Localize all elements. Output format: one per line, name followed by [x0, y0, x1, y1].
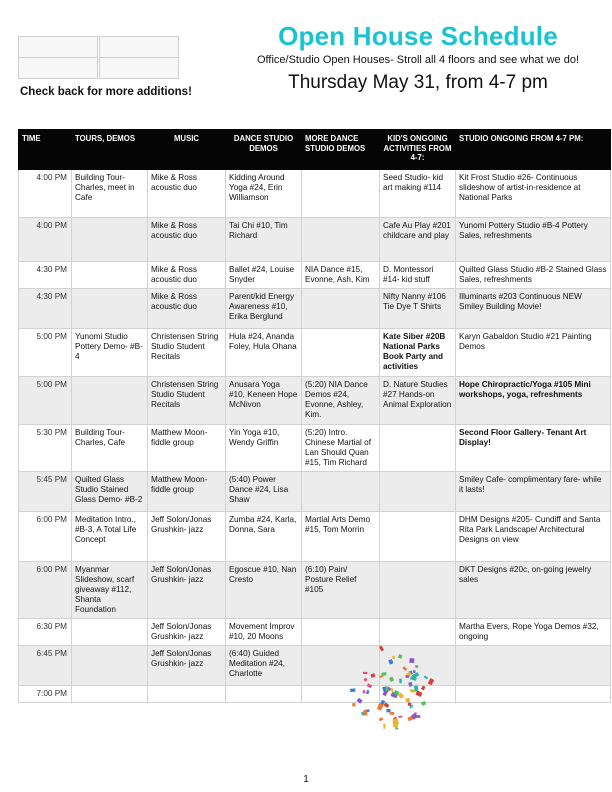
confetti-piece	[428, 678, 434, 685]
cell-tours	[72, 377, 148, 425]
confetti-piece	[362, 690, 365, 693]
cell-music: Jeff Solon/Jonas Grushkin- jazz	[148, 619, 226, 646]
cell-dance: Anusara Yoga #10, Keneen Hope McNivon	[226, 377, 302, 425]
cell-kids	[380, 512, 456, 562]
logo-placeholder-2	[99, 36, 179, 58]
cell-studio: Karyn Gabaldon Studio #21 Painting Demos	[456, 329, 611, 377]
confetti-piece	[389, 677, 394, 682]
page-title: Open House Schedule	[278, 21, 558, 51]
cell-more-dance	[302, 329, 380, 377]
cell-studio: Illuminarts #203 Continuous NEW Smiley Building Movie!	[456, 289, 611, 329]
cell-more-dance	[302, 472, 380, 512]
confetti-piece	[408, 682, 412, 687]
logo-placeholder-3	[18, 57, 98, 79]
table-row	[19, 686, 611, 703]
cell-kids	[380, 425, 456, 472]
event-date: Thursday May 31, from 4-7 pm	[288, 72, 548, 93]
table-row	[19, 562, 611, 619]
column-header-studio: STUDIO ONGOING FROM 4-7 PM:	[456, 130, 611, 170]
table-row	[19, 170, 611, 218]
cell-studio	[456, 646, 611, 686]
confetti-piece	[379, 717, 384, 721]
cell-tours	[72, 218, 148, 262]
table-row	[19, 512, 611, 562]
page-subtitle: Office/Studio Open Houses- Stroll all 4 floors and see what we do!	[256, 54, 580, 66]
cell-kids: D. Nature Studies #27 Hands-on Animal Exploration	[380, 377, 456, 425]
confetti-piece	[398, 654, 403, 659]
schedule-table	[18, 129, 611, 703]
column-header-music: MUSIC	[148, 130, 226, 170]
cell-tours: Yunomi Studio Pottery Demo- #B-4	[72, 329, 148, 377]
cell-dance: Egoscue #10, Nan Cresto	[226, 562, 302, 619]
confetti-piece	[399, 679, 402, 684]
confetti-piece	[413, 670, 415, 673]
cell-studio	[456, 686, 611, 703]
cell-music	[148, 686, 226, 703]
column-header-time: TIME	[19, 130, 72, 170]
confetti-piece	[386, 686, 389, 691]
cell-studio: Martha Evers, Rope Yoga Demos #32, ongoing	[456, 619, 611, 646]
confetti-piece	[366, 690, 370, 694]
confetti-piece	[379, 675, 383, 678]
cell-music: Christensen String Studio Student Recitals	[148, 377, 226, 425]
cell-music: Christensen String Studio Student Recitals	[148, 329, 226, 377]
cell-kids: D. Montessori #14- kid stuff	[380, 262, 456, 289]
cell-kids: Cafe Au Play #201 childcare and play	[380, 218, 456, 262]
cell-music: Matthew Moon- fiddle group	[148, 472, 226, 512]
cell-tours	[72, 646, 148, 686]
check-back-notice: Check back for more additions!	[20, 86, 192, 98]
logo-placeholder-1	[18, 36, 98, 58]
cell-kids	[380, 562, 456, 619]
cell-more-dance: NIA Dance #15, Evonne, Ash, Kim	[302, 262, 380, 289]
cell-tours	[72, 686, 148, 703]
cell-dance: Ballet #24, Louise Snyder	[226, 262, 302, 289]
column-header-kids: KID'S ONGOING ACTIVITIES FROM 4-7:	[380, 130, 456, 170]
cell-more-dance	[302, 170, 380, 218]
table-row	[19, 646, 611, 686]
confetti-piece	[396, 692, 399, 695]
cell-time: 6:30 PM	[19, 619, 72, 646]
confetti-piece	[356, 698, 362, 704]
confetti-piece	[405, 675, 409, 678]
cell-dance	[226, 686, 302, 703]
cell-dance: Tai Chi #10, Tim Richard	[226, 218, 302, 262]
confetti-piece	[392, 656, 395, 659]
cell-time: 4:30 PM	[19, 262, 72, 289]
confetti-piece	[415, 665, 418, 668]
confetti-piece	[363, 678, 367, 682]
page-number: 1	[303, 774, 309, 785]
confetti-piece	[386, 709, 390, 713]
confetti-piece	[383, 724, 385, 729]
cell-music: Jeff Solon/Jonas Grushkin- jazz	[148, 562, 226, 619]
confetti-piece	[398, 716, 402, 718]
cell-studio: Kit Frost Studio #26- Continuous slideshow of artist-in-residence at National Parks	[456, 170, 611, 218]
confetti-piece	[379, 646, 384, 652]
cell-studio: Smiley Cafe- complimentary fare- while it lasts!	[456, 472, 611, 512]
cell-studio: Yunomi Pottery Studio #B-4 Pottery Sales, refreshments	[456, 218, 611, 262]
confetti-illustration	[342, 640, 442, 740]
confetti-piece	[402, 666, 407, 671]
confetti-piece	[370, 673, 375, 678]
table-row	[19, 262, 611, 289]
cell-time: 5:00 PM	[19, 377, 72, 425]
logo-placeholder-4	[99, 57, 179, 79]
cell-more-dance	[302, 289, 380, 329]
confetti-piece	[363, 672, 368, 674]
cell-tours	[72, 289, 148, 329]
cell-time: 7:00 PM	[19, 686, 72, 703]
cell-music: Mike & Ross acoustic duo	[148, 262, 226, 289]
cell-studio: Hope Chiropractic/Yoga #105 Mini workshops, yoga, refreshments	[456, 377, 611, 425]
confetti-piece	[408, 703, 412, 706]
cell-time: 4:30 PM	[19, 289, 72, 329]
cell-tours	[72, 619, 148, 646]
table-row	[19, 289, 611, 329]
cell-kids	[380, 472, 456, 512]
cell-dance: Hula #24, Ananda Foley, Hula Ohana	[226, 329, 302, 377]
confetti-piece	[367, 683, 373, 688]
table-row	[19, 472, 611, 512]
cell-dance: Zumba #24, Karla, Donna, Sara	[226, 512, 302, 562]
cell-time: 4:00 PM	[19, 170, 72, 218]
cell-tours: Meditation Intro., #B-3, A Total Life Concept	[72, 512, 148, 562]
cell-music: Jeff Solon/Jonas Grushkin- jazz	[148, 646, 226, 686]
confetti-piece	[424, 675, 429, 679]
column-header-dance: DANCE STUDIO DEMOS	[226, 130, 302, 170]
cell-dance: Kidding Around Yoga #24, Erin Williamson	[226, 170, 302, 218]
table-header-row	[19, 130, 611, 170]
cell-dance: (6:40) Guided Meditation #24, Charlotte	[226, 646, 302, 686]
cell-more-dance: Martial Arts Demo #15, Tom Morrin	[302, 512, 380, 562]
cell-kids: Nifty Nanny #106 Tie Dye T Shirts	[380, 289, 456, 329]
confetti-piece	[350, 688, 356, 692]
table-row	[19, 425, 611, 472]
cell-studio: DKT Designs #20c, on-going jewelry sales	[456, 562, 611, 619]
cell-music: Matthew Moon- fiddle group	[148, 425, 226, 472]
cell-studio: Second Floor Gallery- Tenant Art Display!	[456, 425, 611, 472]
cell-more-dance: (5:20) NIA Dance Demos #24, Evonne, Ashley, Kim.	[302, 377, 380, 425]
cell-time: 5:30 PM	[19, 425, 72, 472]
cell-music: Mike & Ross acoustic duo	[148, 289, 226, 329]
cell-music: Mike & Ross acoustic duo	[148, 218, 226, 262]
confetti-piece	[388, 659, 393, 665]
cell-dance: Movement Improv #10, 20 Moons	[226, 619, 302, 646]
cell-studio: DHM Designs #205- Cundiff and Santa Rita Park Landscape/ Architectural Designs on view	[456, 512, 611, 562]
confetti-piece	[421, 685, 426, 690]
cell-time: 6:00 PM	[19, 562, 72, 619]
cell-dance: (5:40) Power Dance #24, Lisa Shaw	[226, 472, 302, 512]
cell-time: 4:00 PM	[19, 218, 72, 262]
confetti-piece	[409, 658, 414, 663]
cell-tours: Quilted Glass Studio Stained Glass Demo- #B-2	[72, 472, 148, 512]
cell-time: 6:00 PM	[19, 512, 72, 562]
cell-time: 5:00 PM	[19, 329, 72, 377]
cell-tours: Building Tour- Charles, meet in Cafe	[72, 170, 148, 218]
confetti-piece	[390, 688, 394, 693]
confetti-piece	[384, 702, 390, 708]
table-row	[19, 218, 611, 262]
cell-tours: Building Tour- Charles, Cafe	[72, 425, 148, 472]
cell-tours	[72, 262, 148, 289]
cell-tours: Myanmar Slideshow, scarf giveaway #112, Shanta Foundation	[72, 562, 148, 619]
cell-dance: Yin Yoga #10, Wendy Griffin	[226, 425, 302, 472]
cell-time: 6:45 PM	[19, 646, 72, 686]
table-row	[19, 329, 611, 377]
confetti-piece	[352, 703, 356, 707]
table-row	[19, 377, 611, 425]
cell-studio: Quilted Glass Studio #B-2 Stained Glass Sales, refreshments	[456, 262, 611, 289]
column-header-more-dance: MORE DANCE STUDIO DEMOS	[302, 130, 380, 170]
cell-kids: Seed Studio- kid art making #114	[380, 170, 456, 218]
cell-kids: Kate Siber #20B National Parks Book Party and activities	[380, 329, 456, 377]
cell-music: Jeff Solon/Jonas Grushkin- jazz	[148, 512, 226, 562]
cell-dance: Parent/kid Energy Awareness #10, Erika Berglund	[226, 289, 302, 329]
confetti-piece	[421, 701, 426, 706]
cell-more-dance: (6:10) Pain/ Posture Relief #105	[302, 562, 380, 619]
cell-time: 5:45 PM	[19, 472, 72, 512]
column-header-tours: TOURS, DEMOS	[72, 130, 148, 170]
cell-more-dance: (5:20) Intro. Chinese Martial of Lan Should Quan #15, Tim Richard	[302, 425, 380, 472]
cell-music: Mike & Ross acoustic duo	[148, 170, 226, 218]
cell-more-dance	[302, 218, 380, 262]
confetti-piece	[405, 698, 410, 702]
table-row	[19, 619, 611, 646]
